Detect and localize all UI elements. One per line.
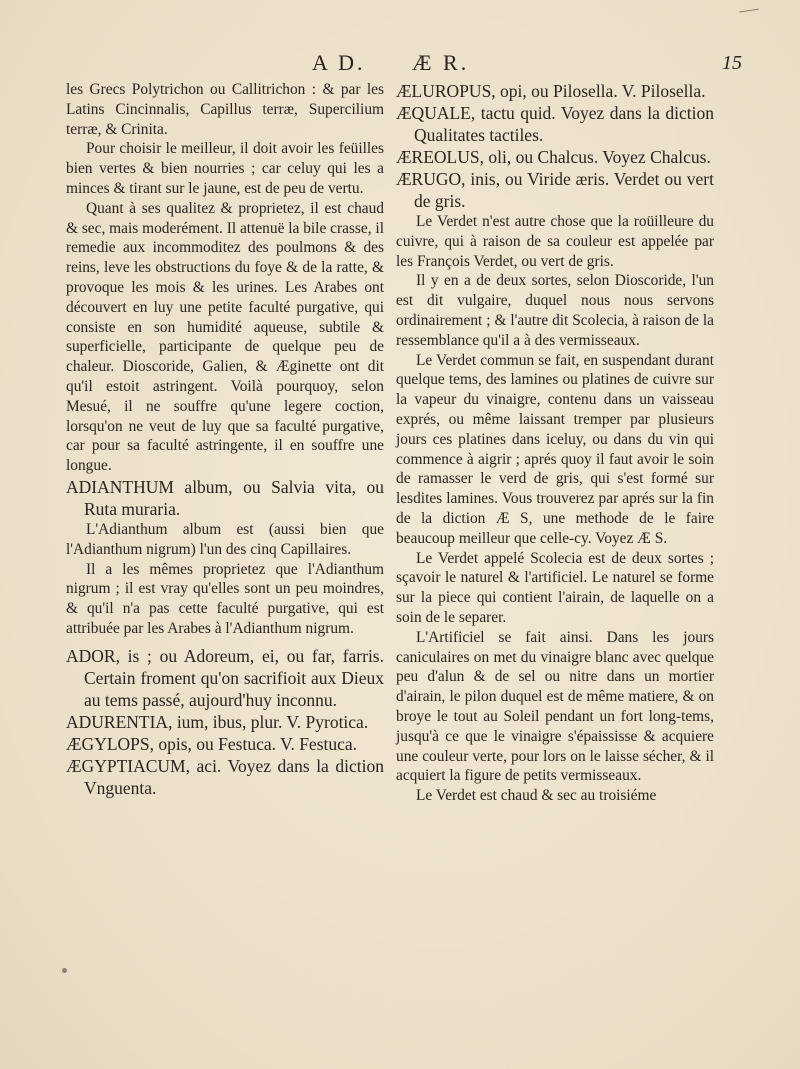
paragraph: Quant à ses qualitez & proprietez, il est chaud & sec, mais moderément. Il attenuë la bile crasse, il remedie aux incommoditez des poulmons & des reins, leve les obstructions du foye & de la ratte, & provoque les mois & les urines. Les Arabes ont découvert en luy une petite faculté purgative, qui consiste en son humidité aqueuse, subtile & superficielle, participante de quelque peu de chaleur. Dioscoride, Galien, & Æginette ont dit qu'il estoit astringent. Voilà pourquoy, selon Mesué, il ne souffre qu'une legere coction, lorsqu'on ne veut de luy que sa faculté purgative, car pour sa faculté astringente, il en souffre une longue. <box>66 199 384 475</box>
paragraph: Le Verdet commun se fait, en suspendant durant quelque tems, des lamines ou platines de cuivre sur la vapeur du vinaigre, contenu dans un vaisseau exprés, ou même laissant tremper par plusieurs jours ces platines dans iceluy, ou dans du vin qui commence à aigrir ; aprés quoy il faut avoir le soin de ramasser le verd de gris, qui s'est formé sur lesdites lamines. Vous trouverez par aprés sur la fin de la diction Æ S, une methode de le faire beaucoup meilleur que celle-cy. Voyez Æ S. <box>396 351 714 547</box>
left-column <box>66 80 384 799</box>
page-number: 15 <box>722 52 742 74</box>
right-column <box>396 80 714 806</box>
paragraph: L'Adianthum album est (aussi bien que l'Adianthum nigrum) l'un des cinq Capillaires. <box>66 520 384 558</box>
dictionary-entry-aequale: ÆQUALE, tactu quid. Voyez dans la diction Qualitates tactiles. <box>396 103 714 145</box>
dictionary-entry-aeluropus: ÆLUROPUS, opi, ou Pilosella. V. Pilosella. <box>396 81 706 101</box>
dictionary-entry-aegylops: ÆGYLOPS, opis, ou Festuca. V. Festuca. <box>66 733 358 754</box>
dictionary-entry-aereolus: ÆREOLUS, oli, ou Chalcus. Voyez Chalcus. <box>396 147 711 167</box>
dictionary-entry-aegyptiacum: ÆGYPTIACUM, aci. Voyez dans la diction Vnguenta. <box>66 755 384 798</box>
paragraph: Il a les mêmes proprietez que l'Adianthum nigrum ; il est vray qu'elles sont un peu moindres, & qu'il n'a pas cette faculté purgative, qui est attribuée par les Arabes à l'Adianthum nigrum. <box>66 560 384 637</box>
paragraph: Le Verdet est chaud & sec au troisiéme <box>416 787 657 805</box>
paragraph: les Grecs Polytrichon ou Callitrichon : & par les Latins Cincinnalis, Capillus terræ, Supercilium terræ, & Crinita. <box>66 81 384 138</box>
dictionary-entry-aerugo: ÆRUGO, inis, ou Viride æris. Verdet ou vert de gris. <box>396 169 714 211</box>
paragraph: L'Artificiel se fait ainsi. Dans les jours caniculaires on met du vinaigre blanc avec quelque peu d'alun & de sel ou nitre dans un mortier d'airain, le pilon duquel est de même matiere, & on broye le tout au Soleil pendant un fort long-tems, jusqu'à ce que le vinaigre s'épaississe & acquiere une couleur verte, pour lors on le laisse sécher, & il acquiert la figure de petits vermisseaux. <box>396 628 714 785</box>
dictionary-entry-adurentia: ADURENTIA, ium, ibus, plur. V. Pyrotica. <box>66 711 369 732</box>
page-corner-mark <box>739 9 761 27</box>
dictionary-entry-adianthum: ADIANTHUM album, ou Salvia vita, ou Ruta muraria. <box>66 476 384 519</box>
running-header-right: Æ R. <box>412 50 470 75</box>
paragraph: Il y en a de deux sortes, selon Dioscoride, l'un est dit vulgaire, duquel nous nous servons ordinairement ; & l'autre dit Scolecia, à raison de la ressemblance qu'il a à des vermisseaux. <box>396 272 714 349</box>
paragraph: Le Verdet n'est autre chose que la roüilleure du cuivre, qui à raison de sa couleur est appelée par les François Verdet, ou vert de gris. <box>396 213 714 270</box>
paragraph: Pour choisir le meilleur, il doit avoir les feüilles bien vertes & bien nourries ; car celuy qui les a minces & tirant sur le jaune, est de peu de vertu. <box>66 140 384 197</box>
ink-spot <box>62 968 67 973</box>
paragraph: Le Verdet appelé Scolecia est de deux sortes ; sçavoir le naturel & l'artificiel. Le naturel se forme sur la piece qui contient l'airain, de laquelle on a soin de le separer. <box>396 549 714 626</box>
dictionary-entry-ador: ADOR, is ; ou Adoreum, ei, ou far, farris. Certain froment qu'on sacrifioit aux Dieux au tems passé, aujourd'huy inconnu. <box>66 645 384 710</box>
running-header-left: A D. <box>312 50 366 75</box>
